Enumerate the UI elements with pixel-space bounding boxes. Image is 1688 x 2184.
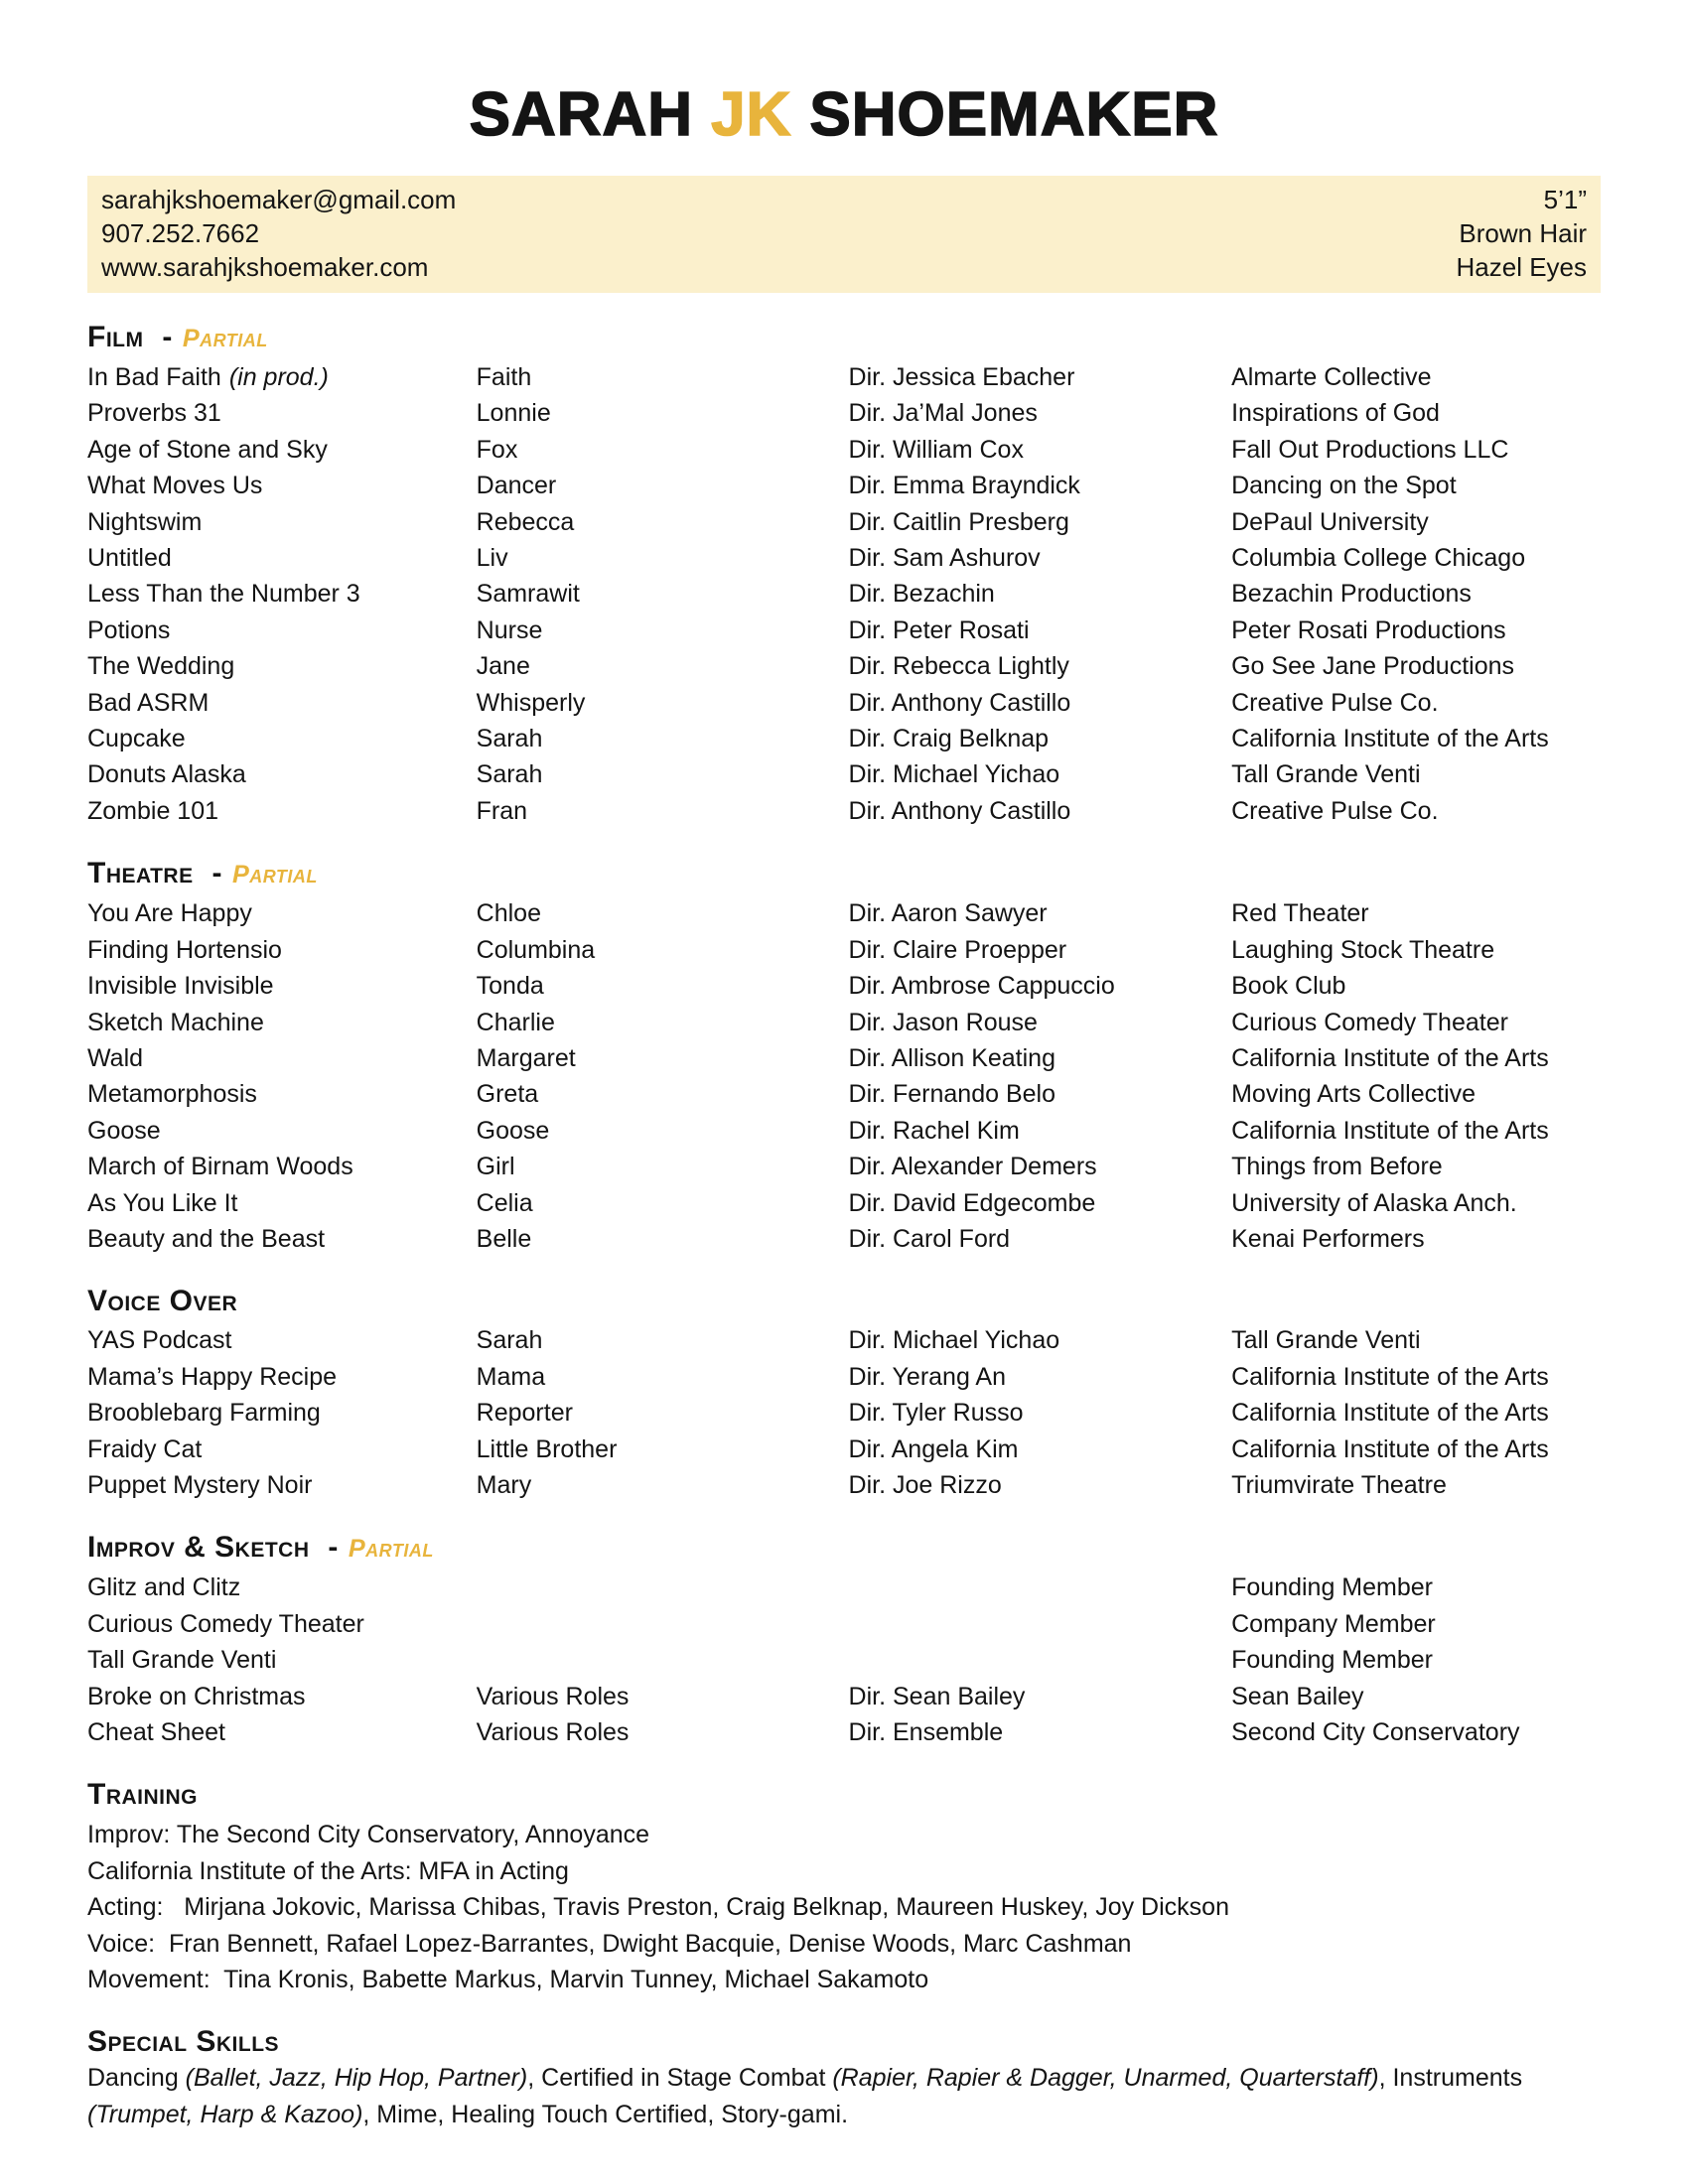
credit-row bbox=[87, 1679, 1601, 1714]
skill-text-segment: , Instruments bbox=[1378, 2064, 1523, 2093]
skill-text-segment: , Certified in Stage Combat bbox=[527, 2064, 833, 2093]
credit-title: Broke on Christmas bbox=[87, 1682, 306, 1710]
credit-director: Dir. Ensemble bbox=[848, 1718, 1004, 1746]
section-partial-label: Partial bbox=[348, 1535, 434, 1564]
stats-block bbox=[1457, 183, 1588, 284]
credit-row bbox=[87, 613, 1601, 648]
training-line: Voice: Fran Bennett, Rafael Lopez-Barrantes, Dwight Bacquie, Denise Woods, Marc Cashman bbox=[87, 1929, 1132, 1958]
special-skills-line bbox=[87, 2060, 1601, 2096]
credit-role: Whisperly bbox=[476, 688, 586, 717]
credits-sections bbox=[87, 320, 1601, 1750]
credit-director: Dir. Peter Rosati bbox=[848, 615, 1030, 644]
credit-role: Fran bbox=[476, 796, 528, 825]
credit-row bbox=[87, 968, 1601, 1004]
credit-row bbox=[87, 1467, 1601, 1503]
credit-director: Dir. David Edgecombe bbox=[848, 1188, 1096, 1217]
section-partial-tag bbox=[162, 321, 267, 353]
credit-role bbox=[477, 1642, 849, 1678]
training-line: Movement: Tina Kronis, Babette Markus, Marvin Tunney, Michael Sakamoto bbox=[87, 1966, 929, 1994]
credit-director: Dir. Michael Yichao bbox=[848, 1326, 1060, 1355]
credit-title: Puppet Mystery Noir bbox=[87, 1470, 313, 1499]
credit-role: Sarah bbox=[476, 1326, 543, 1355]
credit-director: Dir. Anthony Castillo bbox=[848, 796, 1071, 825]
credit-role: Tonda bbox=[476, 972, 544, 1001]
credit-title: Nightswim bbox=[87, 507, 203, 536]
section-heading-label: Improv & Sketch bbox=[87, 1531, 310, 1565]
section-heading bbox=[87, 1530, 1601, 1567]
credit-company: Creative Pulse Co. bbox=[1231, 796, 1439, 825]
credit-role: Girl bbox=[476, 1153, 515, 1181]
credit-company: Sean Bailey bbox=[1231, 1682, 1364, 1710]
credit-row bbox=[87, 1642, 1601, 1678]
section-dash: - bbox=[211, 857, 222, 890]
training-lines bbox=[87, 1817, 1601, 1997]
credit-role: Various Roles bbox=[476, 1718, 630, 1746]
training-line: California Institute of the Arts: MFA in Acting bbox=[87, 1856, 569, 1885]
credit-company: Founding Member bbox=[1231, 1646, 1433, 1675]
credit-director: Dir. Tyler Russo bbox=[848, 1399, 1024, 1428]
credit-row bbox=[87, 1076, 1601, 1112]
credit-role: Rebecca bbox=[476, 507, 575, 536]
credit-row bbox=[87, 576, 1601, 612]
credit-director: Dir. Sam Ashurov bbox=[848, 544, 1041, 573]
credit-title: Bad ASRM bbox=[87, 688, 210, 717]
credit-title: You Are Happy bbox=[87, 899, 252, 928]
credit-company: University of Alaska Anch. bbox=[1231, 1188, 1517, 1217]
section-heading-label: Theatre bbox=[87, 857, 194, 890]
credit-company: Company Member bbox=[1231, 1609, 1436, 1638]
credit-company: Bezachin Productions bbox=[1231, 580, 1472, 609]
stat-hair: Brown Hair bbox=[1459, 218, 1587, 248]
credit-role: Sarah bbox=[476, 760, 543, 789]
credit-row bbox=[87, 1359, 1601, 1395]
name-initials-accent: JK bbox=[711, 80, 792, 149]
credit-role: Little Brother bbox=[476, 1434, 618, 1463]
credit-row bbox=[87, 1322, 1601, 1358]
credit-company: Founding Member bbox=[1231, 1573, 1433, 1602]
credit-row bbox=[87, 721, 1601, 756]
section-heading-label: Training bbox=[87, 1778, 198, 1812]
credit-director: Dir. William Cox bbox=[848, 435, 1024, 464]
contact-phone: 907.252.7662 bbox=[101, 218, 260, 248]
credit-title: Mama’s Happy Recipe bbox=[87, 1362, 338, 1391]
section-dash: - bbox=[162, 321, 173, 353]
credit-row bbox=[87, 1395, 1601, 1431]
credit-role: Mama bbox=[476, 1362, 546, 1391]
credit-title: YAS Podcast bbox=[87, 1326, 232, 1355]
credit-director: Dir. Yerang An bbox=[848, 1362, 1007, 1391]
credit-director: Dir. Craig Belknap bbox=[848, 725, 1050, 753]
credit-row bbox=[87, 648, 1601, 684]
skill-text-segment: Dancing bbox=[87, 2064, 186, 2093]
credit-row bbox=[87, 1005, 1601, 1040]
credit-director: Dir. Claire Proepper bbox=[848, 935, 1067, 964]
contact-email: sarahjkshoemaker@gmail.com bbox=[101, 185, 457, 214]
credit-director: Dir. Allison Keating bbox=[848, 1043, 1055, 1072]
section-partial-tag bbox=[211, 857, 317, 889]
credit-title: Goose bbox=[87, 1116, 161, 1145]
section-partial-label: Partial bbox=[182, 325, 268, 352]
credit-role: Samrawit bbox=[476, 580, 580, 609]
credit-role: Sarah bbox=[476, 725, 543, 753]
credit-role: Lonnie bbox=[476, 399, 551, 428]
credit-company: California Institute of the Arts bbox=[1231, 1434, 1549, 1463]
skill-italic-segment: (Rapier, Rapier & Dagger, Unarmed, Quarterstaff) bbox=[832, 2064, 1379, 2093]
credits-section bbox=[87, 856, 1601, 1257]
credit-director: Dir. Jason Rouse bbox=[848, 1008, 1038, 1036]
section-dash: - bbox=[328, 1531, 339, 1565]
credit-title: Fraidy Cat bbox=[87, 1434, 203, 1463]
section-heading bbox=[87, 1284, 1601, 1319]
credit-company: Columbia College Chicago bbox=[1231, 544, 1526, 573]
credit-company: Creative Pulse Co. bbox=[1231, 688, 1439, 717]
contact-block bbox=[101, 183, 456, 284]
section-heading bbox=[87, 2024, 1601, 2060]
section-heading-label: Special Skills bbox=[87, 2025, 280, 2059]
credit-title: Potions bbox=[87, 615, 171, 644]
credit-director: Dir. Emma Brayndick bbox=[848, 472, 1080, 500]
credit-company: Tall Grande Venti bbox=[1231, 1326, 1421, 1355]
credit-director: Dir. Alexander Demers bbox=[848, 1153, 1097, 1181]
credit-director: Dir. Rachel Kim bbox=[848, 1116, 1020, 1145]
credit-company: California Institute of the Arts bbox=[1231, 1116, 1549, 1145]
credit-row bbox=[87, 685, 1601, 721]
special-skills-line bbox=[87, 2097, 1601, 2132]
section-partial-label: Partial bbox=[231, 861, 318, 889]
credit-title: Beauty and the Beast bbox=[87, 1224, 326, 1253]
credit-title: Finding Hortensio bbox=[87, 935, 282, 964]
credit-director: Dir. Angela Kim bbox=[848, 1434, 1019, 1463]
stat-height: 5’1” bbox=[1543, 185, 1587, 214]
credit-title: Tall Grande Venti bbox=[87, 1646, 277, 1675]
credit-title: Glitz and Clitz bbox=[87, 1573, 241, 1602]
credit-director bbox=[849, 1606, 1232, 1642]
credit-row bbox=[87, 932, 1601, 968]
credit-role: Goose bbox=[476, 1116, 550, 1145]
credit-row bbox=[87, 793, 1601, 829]
credit-company: Go See Jane Productions bbox=[1231, 652, 1515, 681]
credits-section bbox=[87, 320, 1601, 829]
credit-role: Dancer bbox=[476, 472, 557, 500]
credit-role: Reporter bbox=[476, 1399, 573, 1428]
credit-director: Dir. Sean Bailey bbox=[848, 1682, 1026, 1710]
credit-company: Dancing on the Spot bbox=[1231, 472, 1457, 500]
credit-company: California Institute of the Arts bbox=[1231, 1043, 1549, 1072]
credit-title: Cupcake bbox=[87, 725, 186, 753]
credit-role: Belle bbox=[476, 1224, 532, 1253]
credit-director: Dir. Anthony Castillo bbox=[848, 688, 1071, 717]
credit-director: Dir. Joe Rizzo bbox=[848, 1470, 1002, 1499]
skill-italic-segment: (Ballet, Jazz, Hip Hop, Partner) bbox=[185, 2064, 528, 2093]
credit-title: Proverbs 31 bbox=[87, 399, 221, 428]
credit-title: Donuts Alaska bbox=[87, 760, 246, 789]
credit-title: Sketch Machine bbox=[87, 1008, 264, 1036]
credit-title: Cheat Sheet bbox=[87, 1718, 225, 1746]
credit-row bbox=[87, 504, 1601, 540]
credit-company: Laughing Stock Theatre bbox=[1231, 935, 1495, 964]
credit-row bbox=[87, 395, 1601, 431]
skill-italic-segment: (Trumpet, Harp & Kazoo) bbox=[87, 2100, 363, 2128]
credit-director: Dir. Bezachin bbox=[848, 580, 995, 609]
credit-director: Dir. Rebecca Lightly bbox=[848, 652, 1069, 681]
credit-title: Metamorphosis bbox=[87, 1080, 257, 1109]
credit-row bbox=[87, 1113, 1601, 1149]
credit-title: Wald bbox=[87, 1043, 144, 1072]
credit-row bbox=[87, 432, 1601, 468]
credit-role: Faith bbox=[476, 363, 532, 391]
credit-director: Dir. Carol Ford bbox=[848, 1224, 1011, 1253]
credit-title: In Bad Faith (in prod.) bbox=[87, 363, 329, 391]
special-skills-lines bbox=[87, 2060, 1601, 2132]
credit-row bbox=[87, 1714, 1601, 1750]
credit-row bbox=[87, 1040, 1601, 1076]
section-heading-label: Film bbox=[87, 321, 144, 353]
credit-role: Celia bbox=[476, 1188, 533, 1217]
credit-role: Margaret bbox=[476, 1043, 576, 1072]
credit-role: Liv bbox=[476, 544, 508, 573]
credit-row bbox=[87, 1570, 1601, 1605]
credit-title: Invisible Invisible bbox=[87, 972, 274, 1001]
section-partial-tag bbox=[328, 1531, 433, 1564]
credit-role bbox=[477, 1570, 849, 1605]
credit-row bbox=[87, 1149, 1601, 1184]
credits-rows bbox=[87, 359, 1601, 829]
credit-title: Zombie 101 bbox=[87, 796, 219, 825]
credit-company: Kenai Performers bbox=[1231, 1224, 1425, 1253]
credit-role: Various Roles bbox=[476, 1682, 630, 1710]
credit-title: As You Like It bbox=[87, 1188, 238, 1217]
credit-row bbox=[87, 1432, 1601, 1467]
credit-role: Fox bbox=[476, 435, 518, 464]
credit-role: Nurse bbox=[476, 615, 543, 644]
credit-company: Red Theater bbox=[1231, 899, 1369, 928]
credit-role: Greta bbox=[476, 1080, 539, 1109]
credit-row bbox=[87, 468, 1601, 503]
credit-title: Brooblebarg Farming bbox=[87, 1399, 321, 1428]
credit-row bbox=[87, 1606, 1601, 1642]
credit-company: California Institute of the Arts bbox=[1231, 1399, 1549, 1428]
credit-company: Moving Arts Collective bbox=[1231, 1080, 1477, 1109]
credit-title: Less Than the Number 3 bbox=[87, 580, 360, 609]
credit-company: Things from Before bbox=[1231, 1153, 1443, 1181]
credit-company: Almarte Collective bbox=[1231, 363, 1432, 391]
credit-company: Inspirations of God bbox=[1231, 399, 1440, 428]
credits-rows bbox=[87, 1322, 1601, 1503]
credit-director: Dir. Aaron Sawyer bbox=[848, 899, 1048, 928]
section-heading bbox=[87, 1777, 1601, 1813]
name-last: SHOEMAKER bbox=[809, 80, 1219, 149]
training-section bbox=[87, 1777, 1601, 1997]
credit-row bbox=[87, 540, 1601, 576]
credit-director: Dir. Michael Yichao bbox=[848, 760, 1060, 789]
credit-title: March of Birnam Woods bbox=[87, 1153, 353, 1181]
credit-company: Fall Out Productions LLC bbox=[1231, 435, 1509, 464]
credit-title: What Moves Us bbox=[87, 472, 263, 500]
credit-company: Triumvirate Theatre bbox=[1231, 1470, 1447, 1499]
section-heading bbox=[87, 320, 1601, 356]
training-line: Acting: Mirjana Jokovic, Marissa Chibas, Travis Preston, Craig Belknap, Maureen Huskey, Joy Dickson bbox=[87, 1893, 1229, 1922]
credit-director: Dir. Fernando Belo bbox=[848, 1080, 1055, 1109]
skill-text-segment: , Mime, Healing Touch Certified, Story-gami. bbox=[362, 2100, 849, 2128]
contact-website: www.sarahjkshoemaker.com bbox=[101, 252, 429, 282]
credit-director bbox=[849, 1570, 1232, 1605]
credit-title: Age of Stone and Sky bbox=[87, 435, 328, 464]
credit-role: Charlie bbox=[476, 1008, 555, 1036]
credit-company: California Institute of the Arts bbox=[1231, 1362, 1549, 1391]
training-line: Improv: The Second City Conservatory, Annoyance bbox=[87, 1821, 650, 1849]
credit-company: Book Club bbox=[1231, 972, 1346, 1001]
credit-director: Dir. Jessica Ebacher bbox=[848, 363, 1075, 391]
credit-row bbox=[87, 895, 1601, 931]
credit-role: Jane bbox=[476, 652, 530, 681]
section-heading bbox=[87, 856, 1601, 892]
credits-section bbox=[87, 1530, 1601, 1750]
credit-director bbox=[849, 1642, 1232, 1678]
credit-company: Peter Rosati Productions bbox=[1231, 615, 1506, 644]
name-first: SARAH bbox=[469, 80, 694, 149]
stat-eyes: Hazel Eyes bbox=[1456, 252, 1587, 282]
credit-row bbox=[87, 1185, 1601, 1221]
credit-row bbox=[87, 359, 1601, 395]
credit-role: Mary bbox=[476, 1470, 532, 1499]
credit-director: Dir. Caitlin Presberg bbox=[848, 507, 1069, 536]
special-skills-section bbox=[87, 2024, 1601, 2132]
credit-role: Columbina bbox=[476, 935, 596, 964]
credit-company: DePaul University bbox=[1231, 507, 1429, 536]
credits-section bbox=[87, 1284, 1601, 1503]
credit-row bbox=[87, 756, 1601, 792]
credit-row bbox=[87, 1221, 1601, 1257]
credit-director: Dir. Ja’Mal Jones bbox=[848, 399, 1038, 428]
contact-band bbox=[87, 176, 1601, 293]
credit-director: Dir. Ambrose Cappuccio bbox=[848, 972, 1115, 1001]
credit-company: Curious Comedy Theater bbox=[1231, 1008, 1508, 1036]
credit-title: Untitled bbox=[87, 544, 172, 573]
credit-title: Curious Comedy Theater bbox=[87, 1609, 364, 1638]
credit-title: The Wedding bbox=[87, 652, 235, 681]
credit-title-note: (in prod.) bbox=[228, 363, 329, 391]
credit-role bbox=[477, 1606, 849, 1642]
section-heading-label: Voice Over bbox=[87, 1285, 238, 1318]
page-title bbox=[87, 79, 1601, 150]
credit-company: California Institute of the Arts bbox=[1231, 725, 1549, 753]
credit-role: Chloe bbox=[476, 899, 541, 928]
credit-company: Second City Conservatory bbox=[1231, 1718, 1520, 1746]
credits-rows bbox=[87, 1570, 1601, 1750]
credit-company: Tall Grande Venti bbox=[1231, 760, 1421, 789]
credits-rows bbox=[87, 895, 1601, 1257]
